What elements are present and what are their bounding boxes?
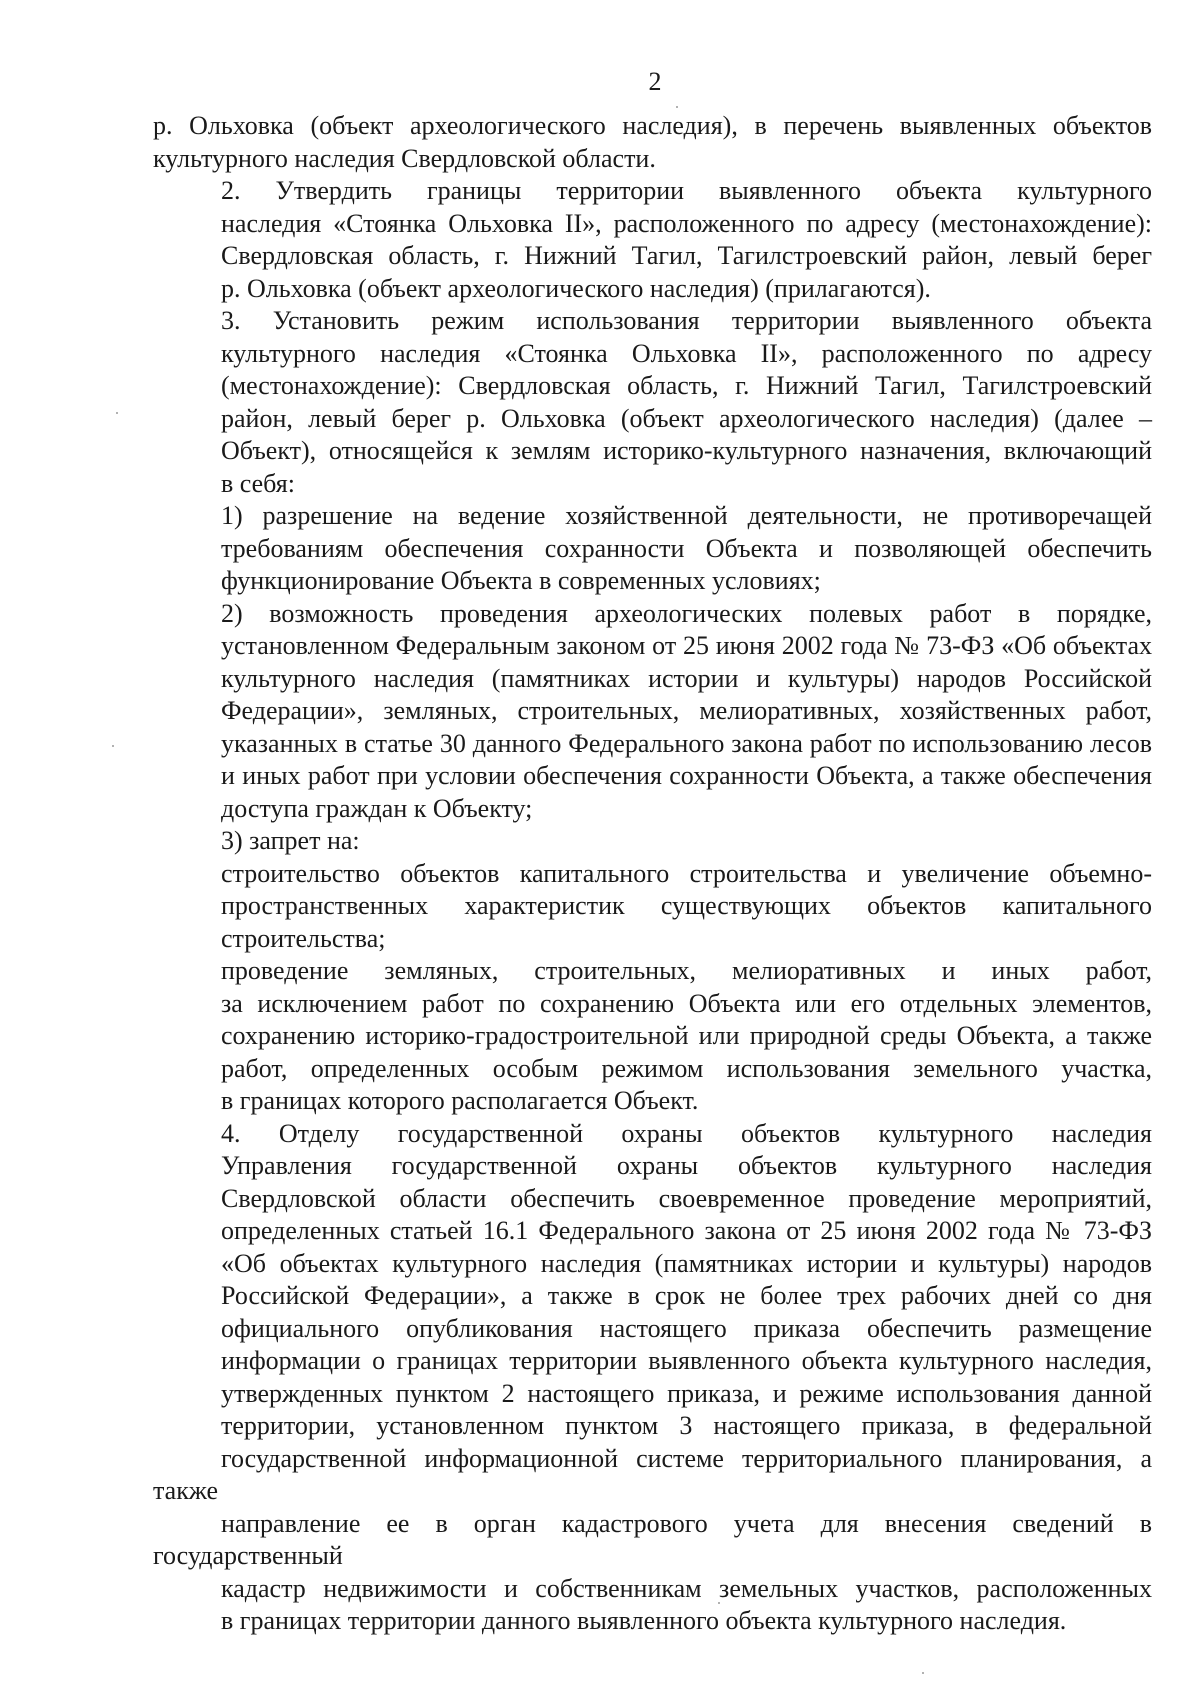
text-line: Объект), относящейся к землям историко-культурного назначения, включающий [221,436,1152,465]
text-line: требованиям обеспечения сохранности Объекта и позволяющей обеспечить [221,533,1152,563]
text-line: в границах территории данного выявленного объекта культурного наследия. [221,1606,1067,1635]
text-line: государственной информационной системе территориального планирования, а также [153,1443,1152,1505]
text-line: установленном Федеральным законом от 25 июня 2002 года № 73-ФЗ «Об объектах [221,631,1152,660]
text-line: (местонахождение): Свердловская область, г. Нижний Тагил, Тагилстроевский [221,371,1152,400]
text-line: 3. Установить режим использования территории выявленного объекта [221,306,1152,335]
text-line: 4. Отделу государственной охраны объектов культурного наследия [221,1118,1152,1148]
text-line: Свердловской области обеспечить своевременное проведение мероприятий, [221,1183,1152,1213]
text-line: указанных в статье 30 данного Федерального закона работ по использованию лесов [221,728,1152,758]
scan-speck [112,745,114,747]
text-line: район, левый берег р. Ольховка (объект археологического наследия) (далее – [221,403,1152,433]
text-line: Федерации», земляных, строительных, мелиоративных, хозяйственных работ, [221,696,1152,725]
text-line: и иных работ при условии обеспечения сохранности Объекта, а также обеспечения [221,761,1152,790]
text-line: функционирование Объекта в современных условиях; [221,566,821,595]
scan-speck [116,412,118,414]
page-number: 2 [648,67,662,96]
paragraph [153,305,1152,500]
paragraph [153,825,1152,858]
text-line: Российской Федерации», а также в срок не более трех рабочих дней со дня [221,1281,1152,1310]
text-line: в границах которого располагается Объект. [221,1086,699,1115]
text-line: культурного наследия Свердловской области. [153,143,656,173]
text-line: кадастр недвижимости и собственникам земельных участков, расположенных [221,1573,1152,1603]
scan-speck [922,1672,924,1674]
text-line: строительства; [221,923,386,953]
text-line: направление ее в орган кадастрового учета для внесения сведений в государственный [153,1508,1152,1570]
text-line: проведение земляных, строительных, мелиоративных и иных работ, [221,956,1152,985]
text-line: 2. Утвердить границы территории выявленного объекта культурного [221,176,1152,205]
text-line: 1) разрешение на ведение хозяйственной деятельности, не противоречащей [221,501,1152,530]
scan-speck [676,106,678,108]
text-line: за исключением работ по сохранению Объекта или его отдельных элементов, [221,988,1152,1018]
text-line: наследия «Стоянка Ольховка II», расположенного по адресу (местонахождение): [221,208,1152,238]
text-line: определенных статьей 16.1 Федерального закона от 25 июня 2002 года № 73-ФЗ [221,1216,1152,1245]
text-line: «Об объектах культурного наследия (памятниках истории и культуры) народов [221,1248,1152,1278]
text-line: информации о границах территории выявленного объекта культурного наследия, [221,1346,1152,1375]
text-line: р. Ольховка (объект археологического наследия) (прилагаются). [221,273,931,303]
text-line: территории, установленном пунктом 3 настоящего приказа, в федеральной [221,1411,1152,1440]
paragraph [153,858,1152,956]
paragraph [153,1118,1152,1638]
document-body [153,110,1152,1638]
text-line: официального опубликования настоящего приказа обеспечить размещение [221,1313,1152,1343]
paragraph [153,500,1152,598]
scan-speck [718,1602,720,1604]
text-line: строительство объектов капитального строительства и увеличение объемно- [221,858,1152,888]
paragraph [153,598,1152,826]
text-line: сохранению историко-градостроительной или природной среды Объекта, а также [221,1021,1152,1050]
paragraph [153,955,1152,1118]
text-line: доступа граждан к Объекту; [221,793,533,823]
text-line: Свердловская область, г. Нижний Тагил, Тагилстроевский район, левый берег [221,241,1152,270]
text-line: р. Ольховка (объект археологического наследия), в перечень выявленных объектов [153,111,1152,140]
text-line: работ, определенных особым режимом использования земельного участка, [221,1053,1152,1083]
text-line: Управления государственной охраны объектов культурного наследия [221,1151,1152,1180]
text-line: пространственных характеристик существующих объектов капитального [221,891,1152,920]
text-line: 3) запрет на: [221,826,360,855]
text-line: культурного наследия (памятниках истории и культуры) народов Российской [221,663,1152,693]
text-line: утвержденных пунктом 2 настоящего приказа, и режиме использования данной [221,1378,1152,1408]
paragraph [153,175,1152,305]
text-line: 2) возможность проведения археологических полевых работ в порядке, [221,598,1152,628]
text-line: культурного наследия «Стоянка Ольховка II», расположенного по адресу [221,338,1152,368]
paragraph [153,110,1152,175]
text-line: в себя: [221,468,295,498]
